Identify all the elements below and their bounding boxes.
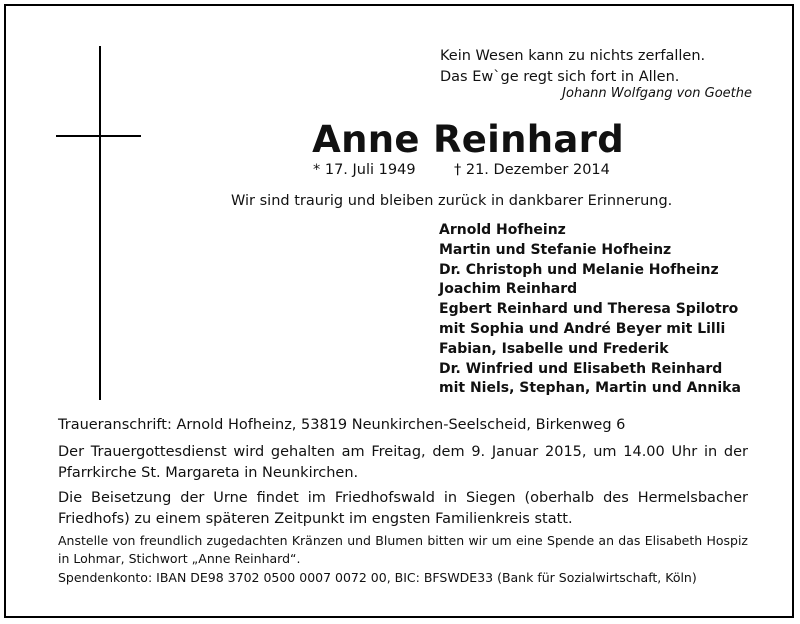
birth-date: * 17. Juli 1949	[313, 162, 416, 178]
family-member: Joachim Reinhard	[439, 281, 578, 298]
quote	[440, 46, 705, 88]
donation-paragraph: Anstelle von freundlich zugedachten Kränzen und Blumen bitten wir um eine Spende an das Elisabeth Hospiz in Lohmar, Stichwort „Anne Reinhard“.	[58, 533, 748, 566]
donation-account: Spendenkonto: IBAN DE98 3702 0500 0007 0072 00, BIC: BFSWDE33 (Bank für Sozialwirtschaft, Köln)	[58, 570, 697, 585]
family-member: Martin und Stefanie Hofheinz	[439, 241, 672, 258]
service-paragraph: Der Trauergottesdienst wird gehalten am Freitag, dem 9. Januar 2015, um 14.00 Uhr in der Pfarrkirche St. Margareta in Neunkirchen.	[58, 444, 748, 481]
family-member: Dr. Christoph und Melanie Hofheinz	[439, 261, 719, 278]
deceased-name: Anne Reinhard	[312, 118, 624, 161]
mourning-address: Traueranschrift: Arnold Hofheinz, 53819 Neunkirchen-Seelscheid, Birkenweg 6	[58, 417, 626, 433]
burial-paragraph: Die Beisetzung der Urne findet im Friedhofswald in Siegen (oberhalb des Hermelsbacher Friedhofs) zu einem späteren Zeitpunkt im engsten Familienkreis statt.	[58, 490, 748, 527]
quote-line-2: Das Ew`ge regt sich fort in Allen.	[440, 69, 680, 85]
cross-icon	[99, 46, 101, 400]
obituary-notice	[4, 4, 794, 618]
family-member: Arnold Hofheinz	[439, 222, 566, 238]
quote-line-1: Kein Wesen kann zu nichts zerfallen.	[440, 48, 706, 64]
family-list	[439, 221, 741, 399]
quote-author: Johann Wolfgang von Goethe	[562, 86, 752, 101]
intro-text: Wir sind traurig und bleiben zurück in dankbarer Erinnerung.	[231, 193, 673, 209]
family-member: Fabian, Isabelle und Frederik	[439, 340, 669, 357]
family-member: mit Sophia und André Beyer mit Lilli	[439, 320, 726, 337]
family-member: Dr. Winfried und Elisabeth Reinhard	[439, 360, 723, 377]
death-date: † 21. Dezember 2014	[454, 162, 610, 178]
family-member: mit Niels, Stephan, Martin und Annika	[439, 380, 741, 397]
family-member: Egbert Reinhard und Theresa Spilotro	[439, 301, 739, 318]
